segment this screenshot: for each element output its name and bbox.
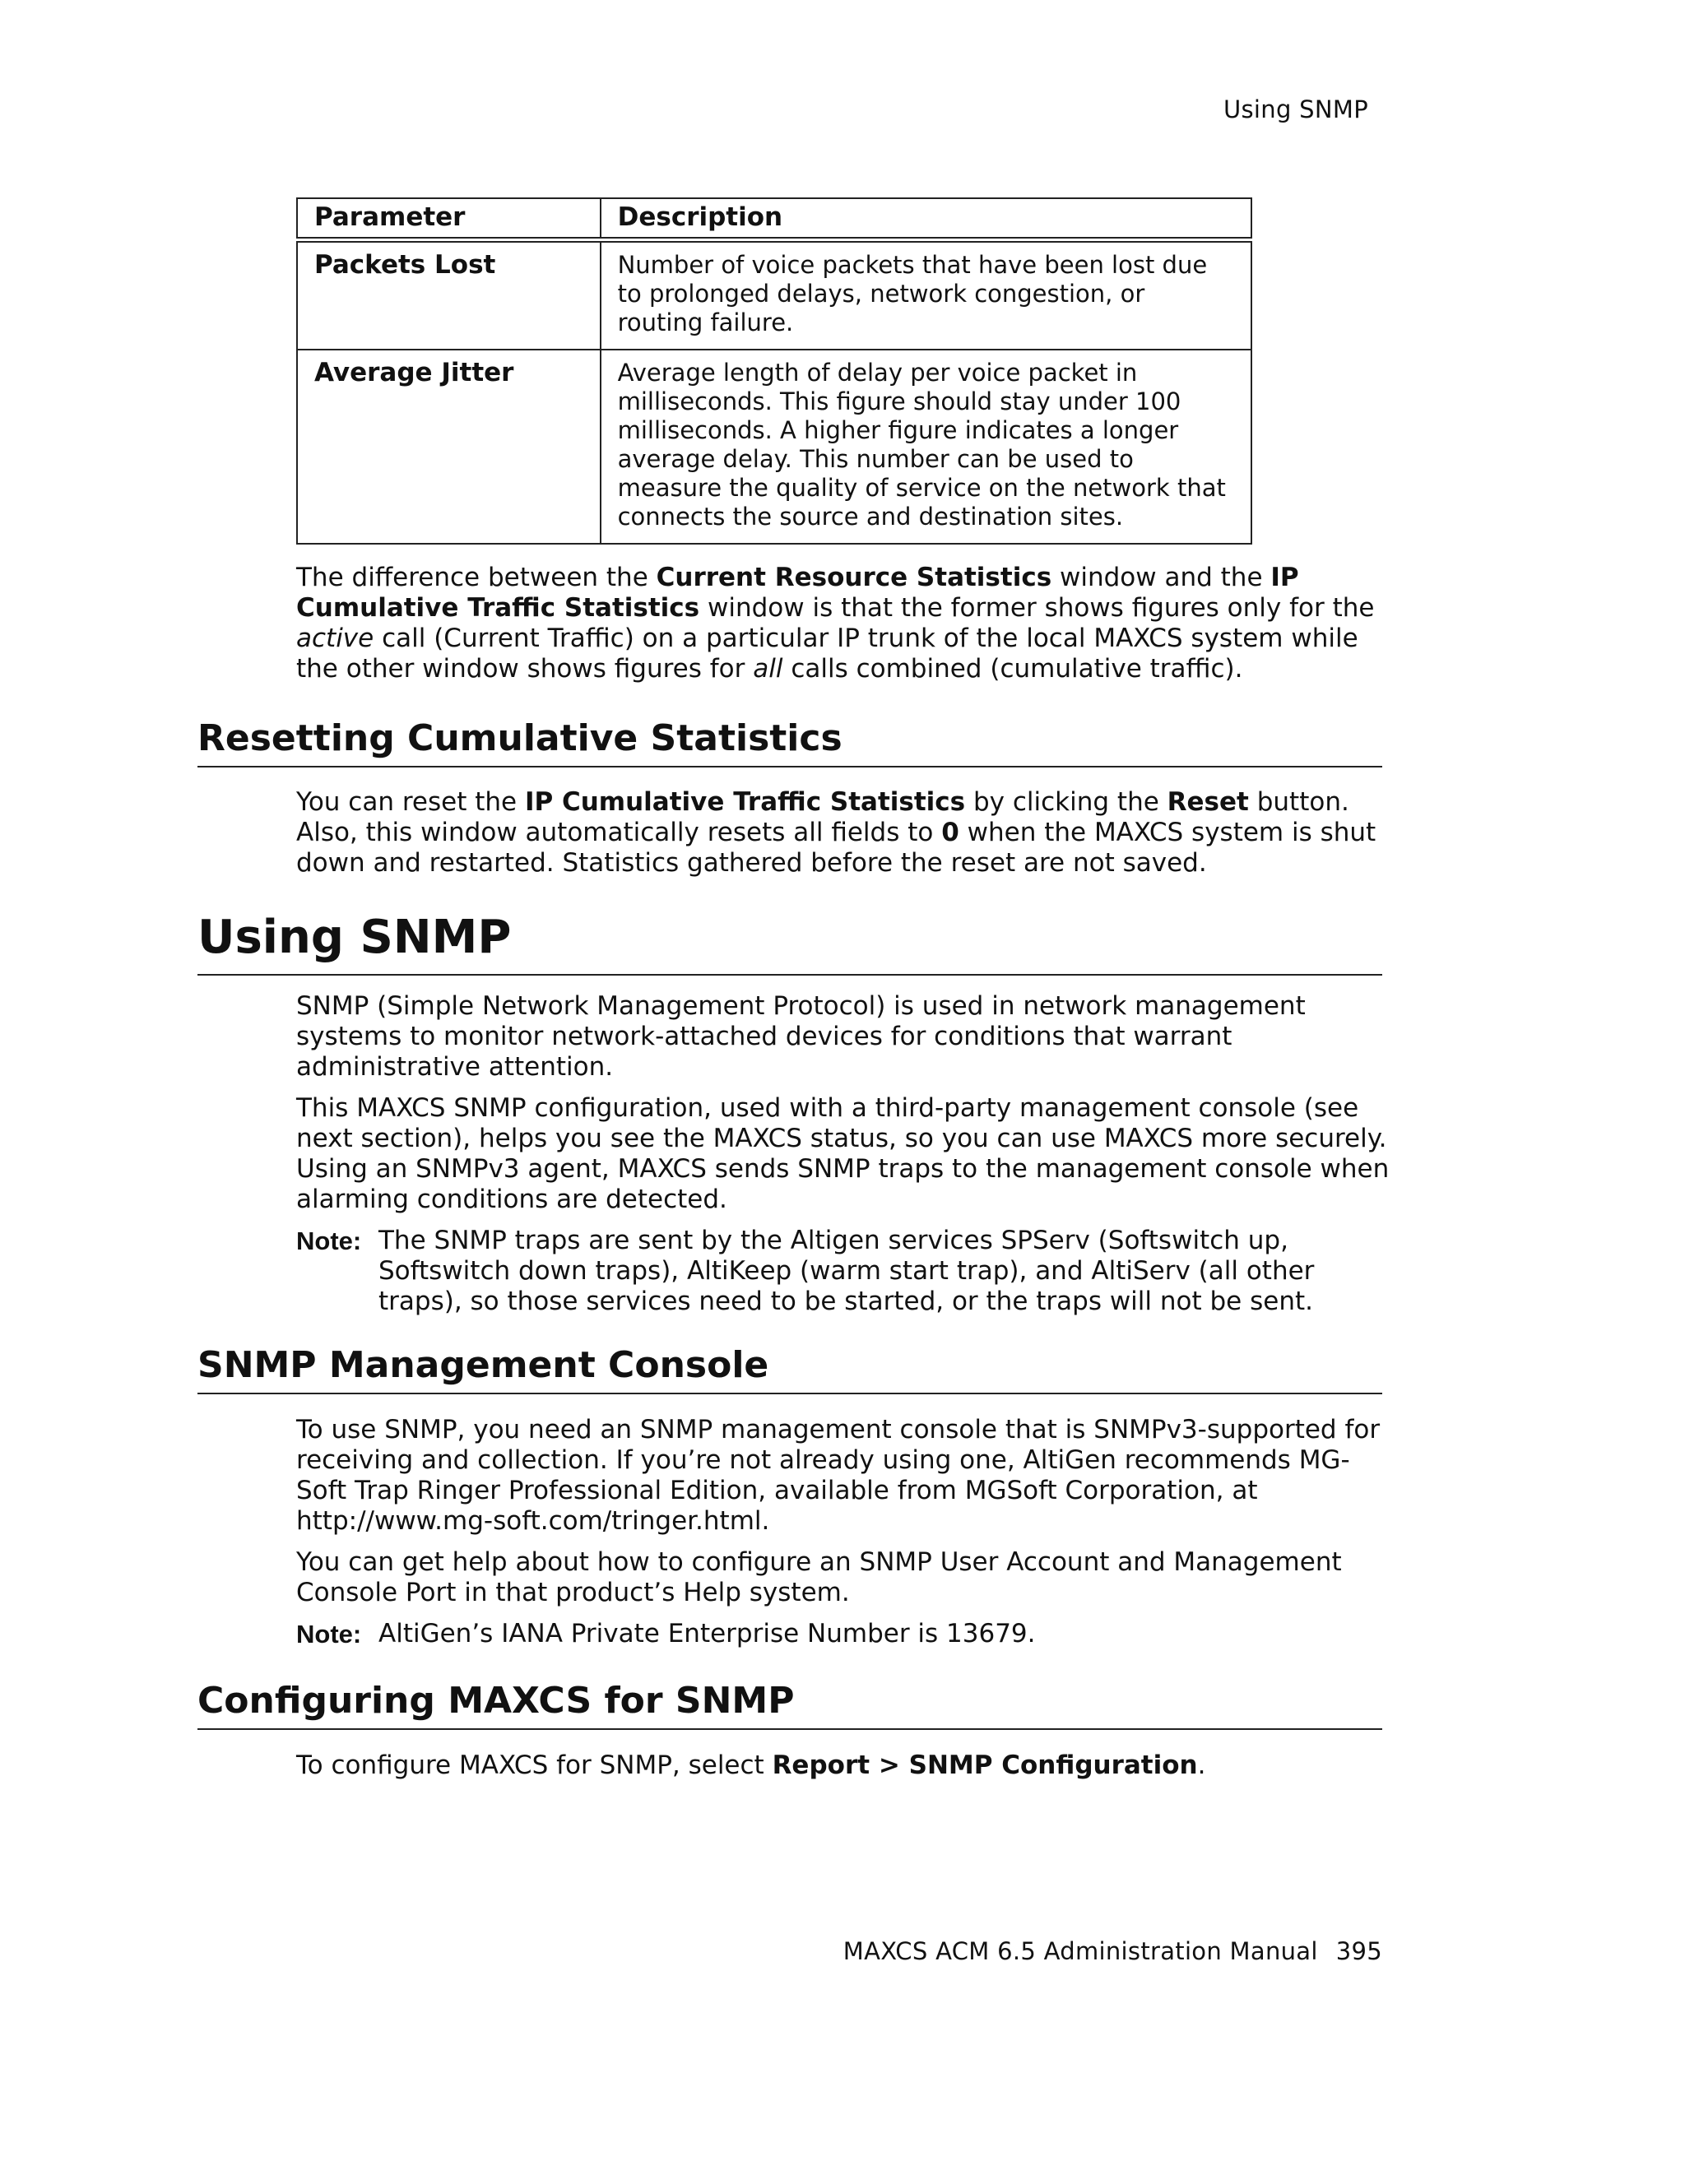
column-header-description: Description bbox=[601, 198, 1251, 240]
menu-path: Report > SNMP Configuration bbox=[772, 1750, 1198, 1780]
note-text: AltiGen’s IANA Private Enterprise Number is 13679. bbox=[378, 1619, 1036, 1648]
heading-using-snmp: Using SNMP bbox=[197, 911, 1382, 976]
bold-term: IP Cumulative Traffic Statistics bbox=[524, 787, 966, 817]
text-run: when the MAXCS system is shut down and restarted. Statistics gathered before the reset are not saved. bbox=[296, 818, 1376, 878]
text-run: window and the bbox=[1051, 563, 1271, 592]
text-run: window is that the former shows figures only for the bbox=[699, 593, 1375, 623]
paragraph: You can get help about how to configure an SNMP User Account and Management Console Port in that product’s Help system. bbox=[296, 1547, 1342, 1607]
paragraph: SNMP (Simple Network Management Protocol) is used in network management systems to monitor network-attached devices for conditions that warrant administrative attention. bbox=[296, 991, 1306, 1082]
bold-term: Current Resource Statistics bbox=[656, 563, 1052, 592]
italic-term: active bbox=[296, 624, 374, 653]
column-header-parameter: Parameter bbox=[297, 198, 601, 240]
parameter-name: Average Jitter bbox=[297, 350, 601, 544]
manual-title: MAXCS ACM 6.5 Administration Manual bbox=[842, 1937, 1318, 1965]
comparison-paragraph bbox=[296, 563, 1390, 695]
heading-configuring-maxcs-for-snmp: Configuring MAXCS for SNMP bbox=[197, 1680, 1382, 1730]
note bbox=[296, 1226, 1390, 1317]
note-label: Note: bbox=[296, 1226, 362, 1255]
table-header-row bbox=[297, 198, 1251, 240]
text-run: The difference between the bbox=[296, 563, 657, 592]
using-snmp-body bbox=[296, 991, 1390, 1325]
bold-term: Reset bbox=[1167, 787, 1249, 817]
parameter-name: Packets Lost bbox=[297, 240, 601, 350]
page-footer bbox=[843, 1937, 1382, 1965]
config-paragraph bbox=[296, 1750, 1390, 1792]
text-run: . bbox=[1197, 1750, 1206, 1780]
parameter-description: Number of voice packets that have been lost due to prolonged delays, network congestion, or routing failure. bbox=[601, 240, 1251, 350]
page-number: 395 bbox=[1335, 1937, 1382, 1965]
note-text: The SNMP traps are sent by the Altigen services SPServ (Softswitch up, Softswitch down traps), AltiKeep (warm start trap), and AltiServ (all other traps), so those services need to be started, or the traps will not be sent. bbox=[378, 1226, 1315, 1316]
paragraph: To use SNMP, you need an SNMP management console that is SNMPv3-supported for receiving and collection. If you’re not already using one, AltiGen recommends MG-Soft Trap Ringer Professional Edition, available from MGSoft Corporation, at http://www.mg-soft.com/tringer.html. bbox=[296, 1415, 1381, 1536]
heading-snmp-management-console: SNMP Management Console bbox=[197, 1344, 1382, 1394]
table-row bbox=[297, 350, 1251, 544]
reset-paragraph bbox=[296, 787, 1390, 889]
parameter-description: Average length of delay per voice packet in milliseconds. This figure should stay under 100 milliseconds. A higher figure indicates a longer average delay. This number can be used to measure the quality of service on the network that connects the source and destination sites. bbox=[601, 350, 1251, 544]
italic-term: all bbox=[753, 654, 783, 684]
text-run: button. Also, this window automatically resets all fields to bbox=[296, 787, 1349, 847]
text-run: by clicking the bbox=[965, 787, 1167, 817]
running-head: Using SNMP bbox=[1223, 95, 1368, 123]
bold-term: IP Cumulative Traffic Statistics bbox=[296, 563, 1299, 623]
bold-term: 0 bbox=[941, 818, 959, 847]
text-run: calls combined (cumulative traffic). bbox=[782, 654, 1243, 684]
console-body bbox=[296, 1415, 1390, 1658]
text-run: call (Current Traffic) on a particular IP trunk of the local MAXCS system while the other window shows figures for bbox=[296, 624, 1358, 684]
paragraph: This MAXCS SNMP configuration, used with a third-party management console (see next section), helps you see the MAXCS status, so you can use MAXCS more securely. Using an SNMPv3 agent, MAXCS sends SNMP traps to the management console when alarming conditions are detected. bbox=[296, 1093, 1390, 1214]
text-run: To configure MAXCS for SNMP, select bbox=[296, 1750, 773, 1780]
heading-resetting-cumulative-statistics: Resetting Cumulative Statistics bbox=[197, 717, 1382, 767]
parameter-table bbox=[296, 197, 1252, 545]
text-run: You can reset the bbox=[296, 787, 525, 817]
note-label: Note: bbox=[296, 1620, 362, 1648]
note bbox=[296, 1619, 1390, 1649]
table-row bbox=[297, 240, 1251, 350]
